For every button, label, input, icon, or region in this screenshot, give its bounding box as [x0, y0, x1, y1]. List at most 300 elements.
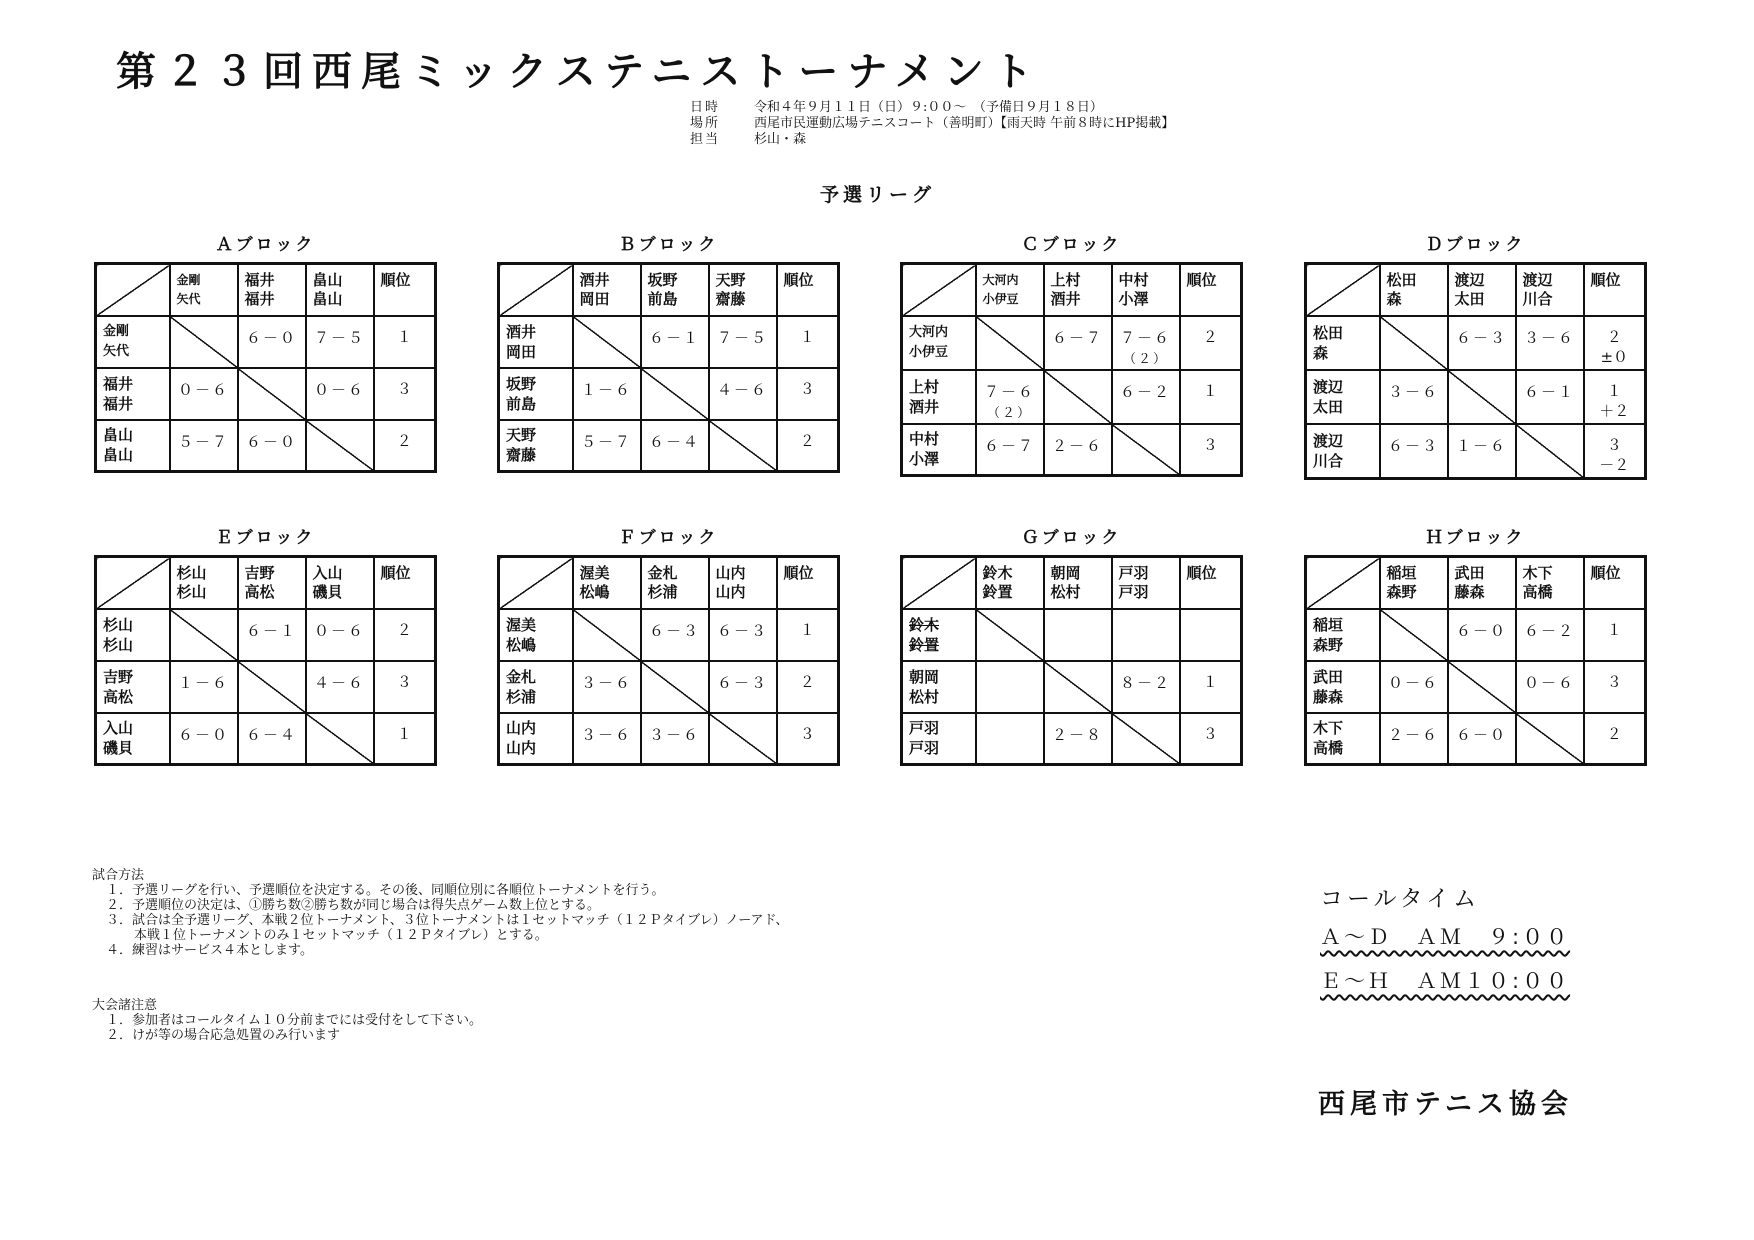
block-name: Ｅブロック — [215, 528, 316, 548]
rank-cell — [374, 420, 436, 472]
table-row — [499, 420, 839, 472]
team-row-name — [499, 713, 573, 765]
table-row — [902, 370, 1242, 424]
method-item: 本戦１位トーナメントのみ１セットマッチ（１２Ｐタイブレ）とする。 — [134, 928, 548, 943]
player-name: 酒井 — [579, 271, 610, 289]
rank-cell — [777, 609, 839, 661]
score-value: ０－６ — [1387, 673, 1439, 692]
score-cell — [976, 370, 1044, 424]
info-staff — [690, 132, 1174, 148]
league-block — [1304, 235, 1647, 480]
block-name: Ｄブロック — [1425, 235, 1526, 255]
team-row-name — [96, 316, 170, 368]
player-name: 杉山 — [103, 615, 134, 634]
score-value: ６－７ — [983, 436, 1035, 455]
player-name: 川合 — [1313, 451, 1344, 470]
player-name: 鈴置 — [909, 635, 940, 654]
player-name: 渥美 — [579, 564, 610, 582]
score-value: ７－５ — [313, 328, 365, 347]
score-cell — [1112, 609, 1180, 661]
score-value: ６－０ — [177, 725, 229, 744]
method-heading: 試合方法 — [92, 868, 145, 883]
player-name: 坂野 — [647, 271, 678, 289]
team-header — [238, 264, 306, 316]
player-name: 畠山 — [103, 446, 134, 465]
score-cell — [1044, 316, 1112, 370]
player-name: 岡田 — [579, 290, 610, 308]
score-cell — [1516, 316, 1584, 370]
player-name: 武田 — [1313, 667, 1344, 686]
team-header — [1516, 557, 1584, 609]
diagonal-cell — [1380, 316, 1448, 370]
score-cell — [573, 420, 641, 472]
diagonal-cell — [709, 713, 777, 765]
rank-value: １ — [1202, 381, 1218, 400]
score-cell — [1112, 370, 1180, 424]
score-cell — [641, 609, 709, 661]
table-row — [1306, 316, 1646, 370]
team-header — [1044, 557, 1112, 609]
table-row — [96, 316, 436, 368]
rank-header: 順位 — [1180, 264, 1242, 316]
table-row — [902, 424, 1242, 476]
player-name: 酒井 — [909, 397, 940, 416]
rank-value: ３ — [1606, 435, 1622, 454]
diagonal-cell — [1380, 609, 1448, 661]
player-name: 渡辺 — [1313, 431, 1344, 450]
player-name: 酒井 — [1050, 290, 1081, 308]
rank-value: １ — [396, 327, 412, 346]
rank-value: ２ — [396, 620, 412, 639]
team-row-name — [499, 609, 573, 661]
info-key: 日時 — [690, 100, 721, 115]
table-header-row — [902, 264, 1242, 316]
score-value: ６－２ — [1523, 621, 1575, 640]
score-cell — [709, 661, 777, 713]
player-name: 杉山 — [103, 635, 134, 654]
team-row-name — [1306, 370, 1380, 424]
player-name: 小澤 — [1118, 290, 1149, 308]
tiebreak-score: （２） — [986, 405, 1032, 421]
player-name: 大河内 — [982, 273, 1019, 287]
league-table — [497, 555, 840, 766]
player-name: 杉山 — [176, 583, 207, 601]
block-name: Ｃブロック — [1021, 235, 1122, 255]
score-value: ８－２ — [1119, 673, 1171, 692]
rank-value: ３ — [396, 672, 412, 691]
diagonal-cell — [1516, 713, 1584, 765]
rank-header: 順位 — [1180, 557, 1242, 609]
team-row-name — [902, 370, 976, 424]
rank-header: 順位 — [777, 264, 839, 316]
score-value: １－６ — [1455, 436, 1507, 455]
player-name: 高松 — [103, 687, 134, 706]
diagonal-cell — [976, 609, 1044, 661]
player-name: 齋藤 — [715, 290, 746, 308]
rank-cell — [777, 420, 839, 472]
score-value: １－６ — [177, 673, 229, 692]
team-header — [170, 264, 238, 316]
team-row-name — [499, 316, 573, 368]
diagonal-cell — [238, 368, 306, 420]
score-cell — [1448, 424, 1516, 479]
score-value: ２－６ — [1387, 725, 1439, 744]
team-header — [306, 557, 374, 609]
rank-value: １ — [1606, 381, 1622, 400]
table-row — [1306, 609, 1646, 661]
corner-cell — [1306, 557, 1380, 609]
tiebreak-score: （２） — [1122, 351, 1168, 367]
score-cell — [306, 661, 374, 713]
player-name: 磯貝 — [103, 739, 134, 758]
table-header-row — [499, 264, 839, 316]
player-name: 入山 — [312, 564, 343, 582]
rank-value: ２ — [1202, 327, 1218, 346]
rank-value: １ — [1606, 620, 1622, 639]
rank-cell — [1180, 661, 1242, 713]
player-name: 福井 — [244, 271, 275, 289]
method-item: ４．練習はサービス４本とします。 — [106, 943, 313, 958]
score-cell — [1380, 424, 1448, 479]
player-name: 上村 — [1050, 271, 1081, 289]
player-name: 戸羽 — [909, 739, 940, 758]
player-name: 金剛 — [103, 323, 130, 339]
table-row — [96, 420, 436, 472]
table-header-row — [1306, 557, 1646, 609]
table-row — [96, 713, 436, 765]
team-row-name — [499, 661, 573, 713]
score-cell — [1380, 661, 1448, 713]
rank-header: 順位 — [374, 264, 436, 316]
rank-value: ２ — [1606, 327, 1622, 346]
player-name: 矢代 — [103, 343, 130, 359]
diagonal-cell — [306, 420, 374, 472]
diagonal-cell — [976, 316, 1044, 370]
player-name: 藤森 — [1454, 583, 1485, 601]
team-row-name — [902, 713, 976, 765]
score-cell — [1448, 316, 1516, 370]
score-cell — [1112, 316, 1180, 370]
player-name: 松村 — [1050, 583, 1081, 601]
player-name: 天野 — [715, 271, 746, 289]
score-value: ０－６ — [313, 621, 365, 640]
team-header — [238, 557, 306, 609]
block-name: Ｇブロック — [1021, 528, 1122, 548]
player-name: 金札 — [506, 667, 537, 686]
rank-cell — [1584, 713, 1646, 765]
player-name: 小伊豆 — [909, 344, 949, 360]
player-name: 中村 — [909, 430, 940, 449]
team-header — [1380, 557, 1448, 609]
rank-cell — [1584, 316, 1646, 370]
player-name: 稲垣 — [1313, 615, 1344, 634]
rank-cell — [777, 316, 839, 368]
score-value: ５－７ — [177, 432, 229, 451]
info-key: 担当 — [690, 132, 721, 147]
league-block — [900, 235, 1243, 477]
corner-cell — [96, 264, 170, 316]
player-name: 矢代 — [176, 292, 201, 306]
player-name: 高橋 — [1522, 583, 1553, 601]
table-row — [1306, 661, 1646, 713]
diagonal-cell — [1044, 370, 1112, 424]
player-name: 畠山 — [103, 426, 134, 445]
diagonal-cell — [1448, 661, 1516, 713]
corner-cell — [96, 557, 170, 609]
score-cell — [1448, 609, 1516, 661]
score-cell — [976, 661, 1044, 713]
team-row-name — [902, 316, 976, 370]
team-header — [976, 557, 1044, 609]
team-row-name — [1306, 424, 1380, 479]
score-value: ６－３ — [716, 673, 768, 692]
score-cell — [306, 609, 374, 661]
player-name: 大河内 — [909, 324, 949, 340]
team-header — [170, 557, 238, 609]
score-cell — [1044, 424, 1112, 476]
diagonal-cell — [238, 661, 306, 713]
player-name: 小伊豆 — [982, 292, 1019, 306]
score-value: ６－１ — [648, 328, 700, 347]
table-row — [1306, 713, 1646, 765]
player-name: 鈴置 — [982, 583, 1013, 601]
player-name: 鈴木 — [909, 615, 940, 634]
tournament-notes — [92, 998, 482, 1043]
rank-value: ３ — [799, 379, 815, 398]
diagonal-cell — [1112, 424, 1180, 476]
team-row-name — [902, 609, 976, 661]
game-difference: ±０ — [1600, 347, 1629, 366]
block-name: Ａブロック — [215, 235, 316, 255]
player-name: 藤森 — [1313, 687, 1344, 706]
player-name: 天野 — [506, 426, 537, 445]
score-cell — [573, 713, 641, 765]
diagonal-cell — [170, 609, 238, 661]
method-item: １．予選リーグを行い、予選順位を決定する。その後、同順位別に各順位トーナメントを行う。 — [106, 883, 665, 898]
score-cell — [709, 316, 777, 368]
score-cell — [238, 713, 306, 765]
diagonal-cell — [1448, 370, 1516, 424]
diagonal-cell — [1112, 713, 1180, 765]
rank-cell — [1584, 370, 1646, 424]
table-row — [1306, 424, 1646, 479]
table-row — [499, 713, 839, 765]
team-header — [1448, 264, 1516, 316]
score-value: ３－６ — [580, 725, 632, 744]
score-value: ６－４ — [648, 432, 700, 451]
rank-cell — [1180, 424, 1242, 476]
score-cell — [976, 424, 1044, 476]
calltime-heading: コールタイム — [1320, 886, 1481, 912]
info-key: 場所 — [690, 116, 721, 131]
table-row — [96, 609, 436, 661]
calltime-line: Ａ～Ｄ ＡＭ ９:００ — [1320, 925, 1571, 949]
team-row-name — [96, 661, 170, 713]
score-value: ７－６ — [1119, 328, 1171, 347]
score-value: ６－０ — [245, 432, 297, 451]
score-value: ３－６ — [1523, 328, 1575, 347]
corner-cell — [902, 264, 976, 316]
score-cell — [170, 368, 238, 420]
rank-value: ３ — [1202, 724, 1218, 743]
score-value: ３－６ — [580, 673, 632, 692]
league-block — [497, 528, 840, 766]
team-row-name — [96, 609, 170, 661]
score-cell — [573, 368, 641, 420]
score-value: ０－６ — [313, 380, 365, 399]
rank-cell — [1180, 316, 1242, 370]
rank-value: １ — [799, 327, 815, 346]
score-cell — [1516, 370, 1584, 424]
league-block — [900, 528, 1243, 766]
score-cell — [573, 661, 641, 713]
team-row-name — [1306, 713, 1380, 765]
table-row — [499, 316, 839, 368]
rank-cell — [1180, 713, 1242, 765]
player-name: 山内 — [506, 719, 537, 738]
score-value: ４－６ — [313, 673, 365, 692]
game-difference: ＋２ — [1599, 401, 1630, 420]
score-value: ６－０ — [1455, 621, 1507, 640]
league-block — [94, 235, 437, 473]
league-block — [94, 528, 437, 766]
rank-cell — [777, 368, 839, 420]
team-row-name — [902, 424, 976, 476]
info-date — [690, 100, 1174, 116]
rank-header: 順位 — [1584, 557, 1646, 609]
diagonal-cell — [306, 713, 374, 765]
game-difference: －２ — [1599, 455, 1630, 474]
player-name: 中村 — [1118, 271, 1149, 289]
player-name: 福井 — [244, 290, 275, 308]
rank-value: １ — [799, 620, 815, 639]
score-value: ５－７ — [580, 432, 632, 451]
rank-cell — [1584, 424, 1646, 479]
team-row-name — [1306, 609, 1380, 661]
score-value: ４－６ — [716, 380, 768, 399]
player-name: 畠山 — [312, 271, 343, 289]
team-row-name — [96, 713, 170, 765]
table-row — [902, 661, 1242, 713]
player-name: 高橋 — [1313, 739, 1344, 758]
team-header — [1112, 264, 1180, 316]
score-value: ２－６ — [1051, 436, 1103, 455]
player-name: 坂野 — [506, 374, 537, 393]
rank-cell — [1180, 609, 1242, 661]
table-row — [499, 661, 839, 713]
team-header — [641, 557, 709, 609]
score-cell — [709, 609, 777, 661]
score-cell — [709, 368, 777, 420]
league-block — [497, 235, 840, 473]
rank-cell — [374, 609, 436, 661]
rank-cell — [777, 713, 839, 765]
corner-cell — [499, 557, 573, 609]
score-value: ６－３ — [716, 621, 768, 640]
score-cell — [238, 609, 306, 661]
match-method — [92, 868, 788, 958]
info-place — [690, 116, 1174, 132]
score-value: ０－６ — [1523, 673, 1575, 692]
score-cell — [170, 420, 238, 472]
player-name: 山内 — [506, 739, 537, 758]
player-name: 木下 — [1313, 719, 1344, 738]
score-cell — [306, 368, 374, 420]
player-name: 入山 — [103, 719, 134, 738]
table-row — [499, 368, 839, 420]
score-value: ３－６ — [648, 725, 700, 744]
score-cell — [238, 420, 306, 472]
score-value: ６－０ — [245, 328, 297, 347]
league-block — [1304, 528, 1647, 766]
player-name: 森 — [1386, 290, 1402, 308]
score-cell — [170, 661, 238, 713]
table-header-row — [96, 557, 436, 609]
player-name: 太田 — [1313, 397, 1344, 416]
corner-cell — [902, 557, 976, 609]
notes-item: ２．けが等の場合応急処置のみ行います — [106, 1028, 341, 1043]
player-name: 朝岡 — [909, 667, 940, 686]
team-row-name — [902, 661, 976, 713]
rank-value: ２ — [396, 431, 412, 450]
organization-name: 西尾市テニス協会 — [1318, 1089, 1573, 1120]
player-name: 戸羽 — [1118, 583, 1149, 601]
team-header — [573, 264, 641, 316]
table-row — [902, 713, 1242, 765]
diagonal-cell — [573, 316, 641, 368]
player-name: 岡田 — [506, 342, 537, 361]
section-title: 予選リーグ — [820, 184, 936, 206]
player-name: 渡辺 — [1313, 377, 1344, 396]
diagonal-cell — [641, 661, 709, 713]
score-cell — [1380, 370, 1448, 424]
team-header — [306, 264, 374, 316]
rank-value: ３ — [799, 724, 815, 743]
player-name: 稲垣 — [1386, 564, 1417, 582]
score-value: ６－１ — [245, 621, 297, 640]
score-value: ７－５ — [716, 328, 768, 347]
score-value: ６－３ — [1455, 328, 1507, 347]
player-name: 森野 — [1313, 635, 1344, 654]
table-row — [902, 316, 1242, 370]
block-name: Ｆブロック — [618, 528, 719, 548]
player-name: 渡辺 — [1522, 271, 1553, 289]
player-name: 酒井 — [506, 322, 537, 341]
table-row — [96, 661, 436, 713]
player-name: 前島 — [647, 290, 678, 308]
rank-value: ２ — [799, 672, 815, 691]
player-name: 福井 — [103, 374, 134, 393]
player-name: 杉浦 — [506, 687, 537, 706]
player-name: 山内 — [715, 583, 746, 601]
diagonal-cell — [1516, 424, 1584, 479]
page-title: 第２３回西尾ミックステニストーナメント — [116, 49, 1042, 95]
rank-cell — [374, 316, 436, 368]
rank-cell — [374, 713, 436, 765]
notes-item: １．参加者はコールタイム１０分前までには受付をして下さい。 — [106, 1013, 482, 1028]
player-name: 鈴木 — [982, 564, 1013, 582]
notes-heading: 大会諸注意 — [92, 998, 158, 1013]
calltime-line: Ｅ～Ｈ ＡＭ１０:００ — [1320, 969, 1571, 993]
player-name: 吉野 — [103, 667, 134, 686]
rank-cell — [1584, 609, 1646, 661]
diagonal-cell — [1044, 661, 1112, 713]
method-item: ２．予選順位の決定は、①勝ち数②勝ち数が同じ場合は得失点ゲーム数上位とする。 — [106, 898, 601, 913]
score-value: ６－２ — [1119, 382, 1171, 401]
team-header — [1380, 264, 1448, 316]
diagonal-cell — [641, 368, 709, 420]
player-name: 戸羽 — [1118, 564, 1149, 582]
